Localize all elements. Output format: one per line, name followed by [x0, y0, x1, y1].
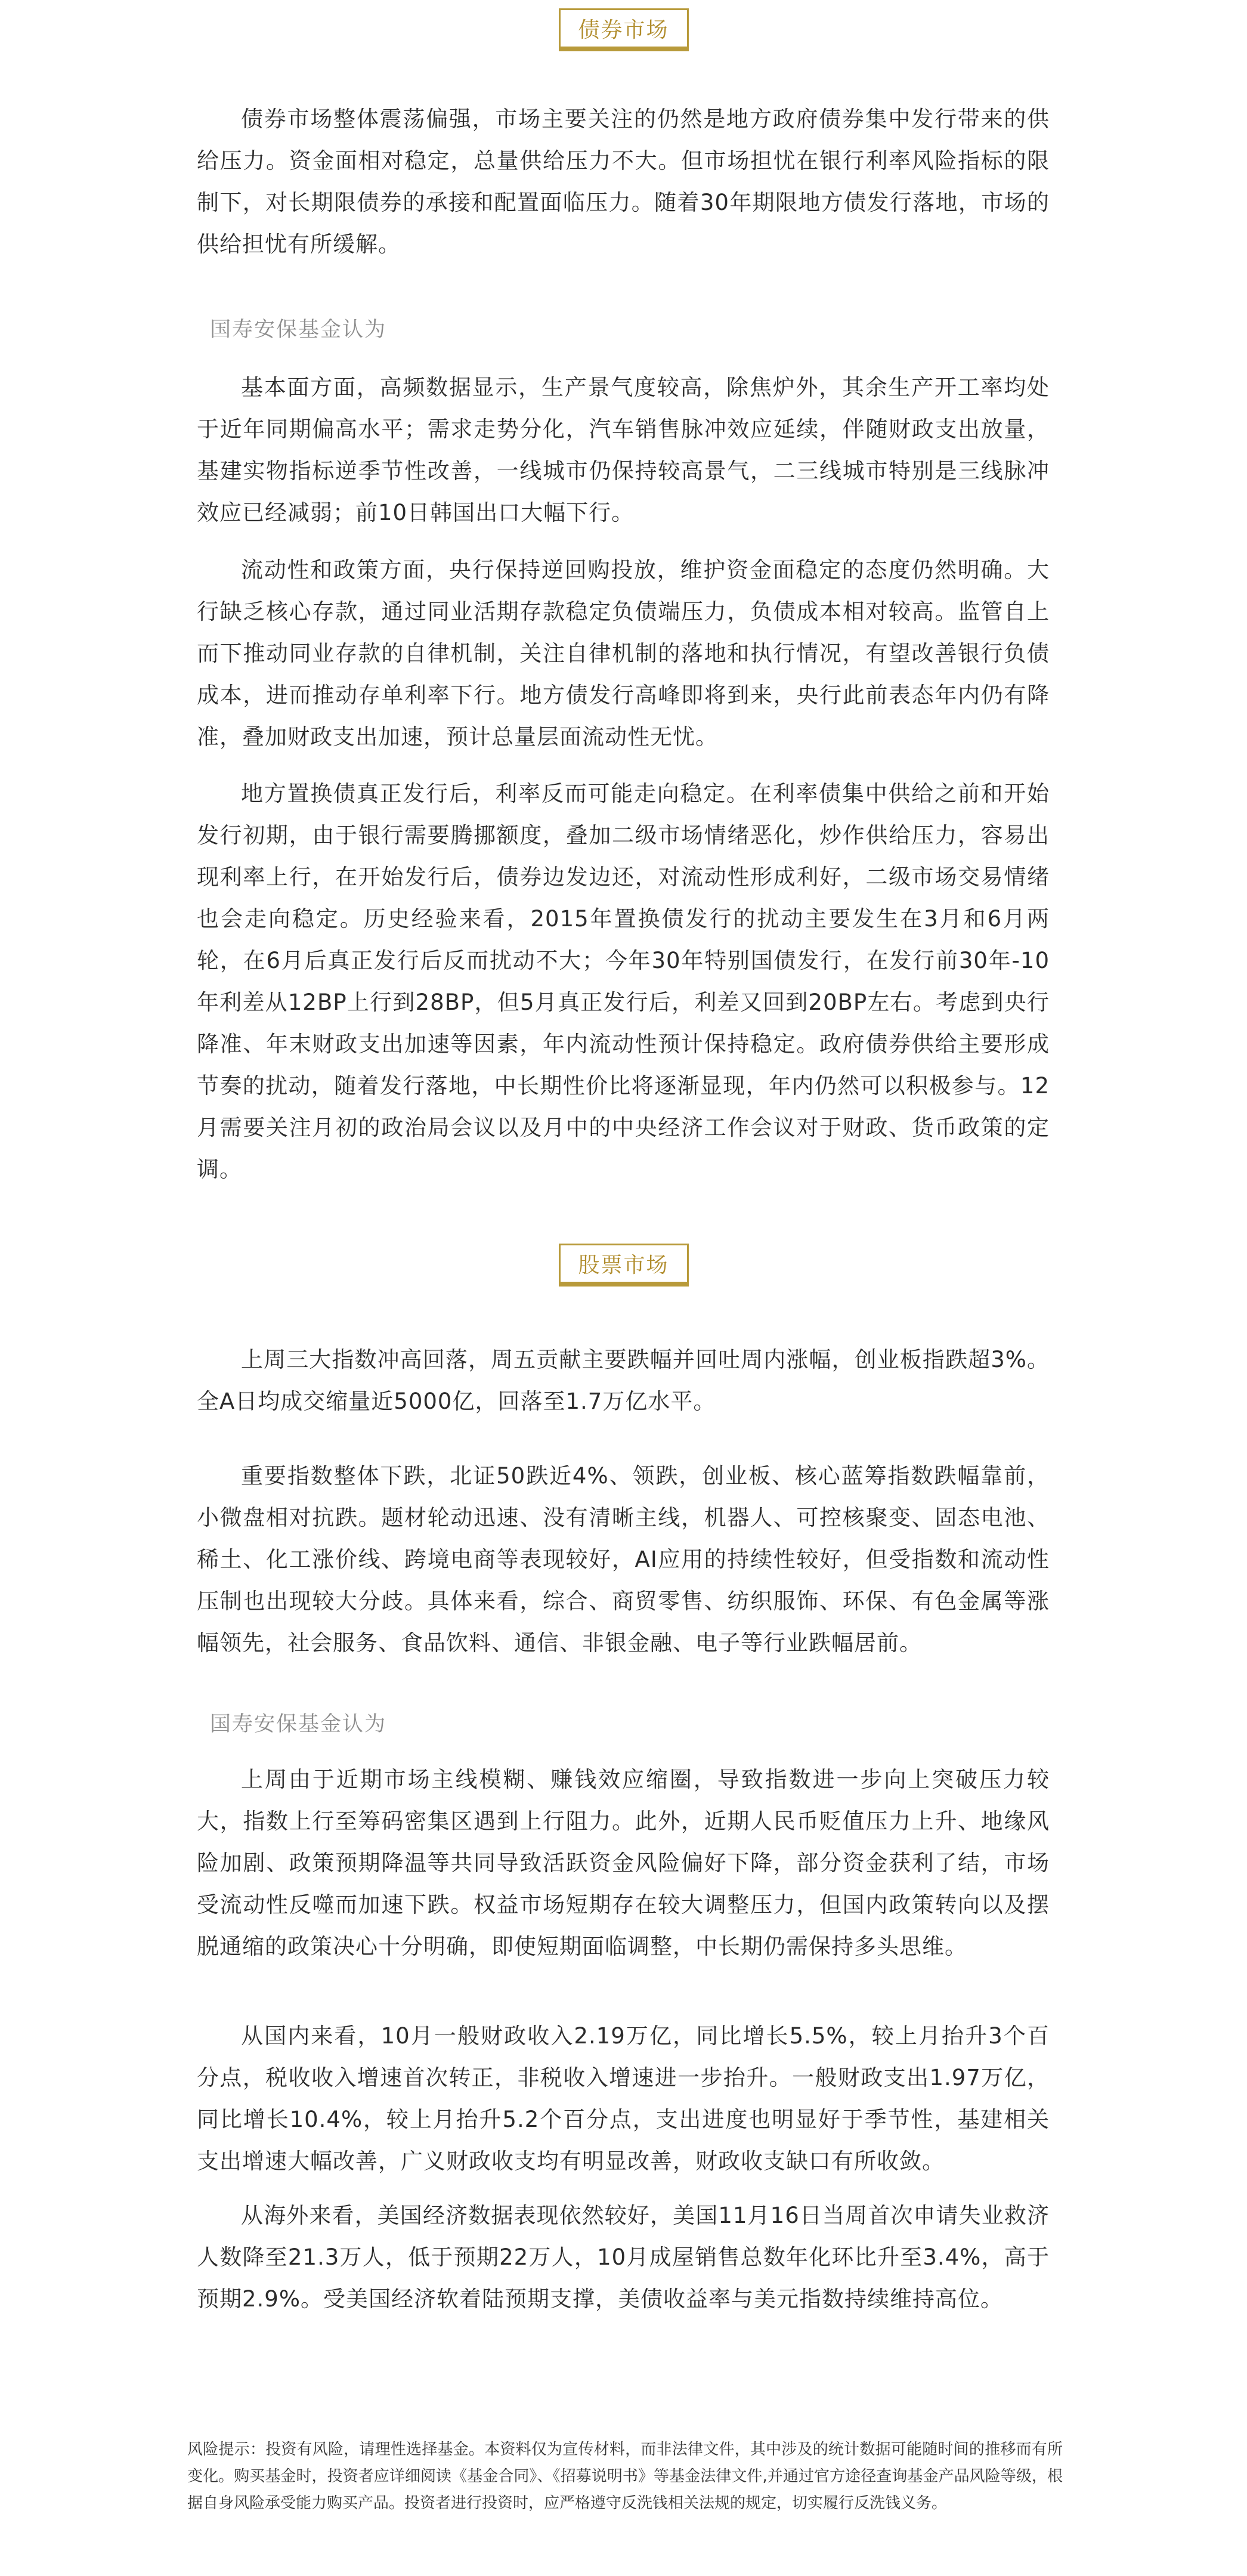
- bond-market-intro: 债券市场整体震荡偏强，市场主要关注的仍然是地方政府债券集中发行带来的供给压力。资金面相对稳定，总量供给压力不大。但市场担忧在银行利率风险指标的限制下，对长期限债券的承接和配置面临压力。随着30年期限地方债发行落地，市场的供给担忧有所缓解。: [197, 106, 1050, 257]
- stock-market-section-label: 股票市场: [558, 1244, 688, 1287]
- stock-index-performance-paragraph: 重要指数整体下跌，北证50跌近4%、领跌，创业板、核心蓝筹指数跌幅靠前，小微盘相对抗跌。题材轮动迅速、没有清晰主线，机器人、可控核聚变、固态电池、稀土、化工涨价线、跨境电商等表现较好，AI应用的持续性较好，但受指数和流动性压制也出现较大分歧。具体来看，综合、商贸零售、纺织服饰、环保、有色金属等涨幅领先，社会服务、食品饮料、通信、非银金融、电子等行业跌幅居前。: [197, 1463, 1050, 1656]
- stock-domestic-fiscal-paragraph: 从国内来看，10月一般财政收入2.19万亿，同比增长5.5%，较上月抬升3个百分点，税收收入增速首次转正，非税收入增速进一步抬升。一般财政支出1.97万亿，同比增长10.4%，较上月抬升5.2个百分点，支出进度也明显好于季节性，基建相关支出增速大幅改善，广义财政收支均有明显改善，财政收支缺口有所收敛。: [197, 2023, 1050, 2174]
- stock-market-summary: 上周三大指数冲高回落，周五贡献主要跌幅并回吐周内涨幅，创业板指跌超3%。全A日均成交缩量近5000亿，回落至1.7万亿水平。: [197, 1347, 1050, 1414]
- bond-replacement-debt-paragraph: 地方置换债真正发行后，利率反而可能走向稳定。在利率债集中供给之前和开始发行初期，由于银行需要腾挪额度，叠加二级市场情绪恶化，炒作供给压力，容易出现利率上行，在开始发行后，债券边发边还，对流动性形成利好，二级市场交易情绪也会走向稳定。历史经验来看，2015年置换债发行的扰动主要发生在3月和6月两轮，在6月后真正发行后反而扰动不大；今年30年特别国债发行，在发行前30年-10年利差从12BP上行到28BP，但5月真正发行后，利差又回到20BP左右。考虑到央行降准、年末财政支出加速等因素，年内流动性预计保持稳定。政府债券供给主要形成节奏的扰动，随着发行落地，中长期性价比将逐渐显现，年内仍然可以积极参与。12月需要关注月初的政治局会议以及月中的中央经济工作会议对于财政、货币政策的定调。: [197, 781, 1050, 1182]
- bond-market-section-label: 债券市场: [558, 8, 688, 51]
- bond-opinion-heading: 国寿安保基金认为: [210, 318, 387, 342]
- stock-overseas-paragraph: 从海外来看，美国经济数据表现依然较好，美国11月16日当周首次申请失业救济人数降至21.3万人，低于预期22万人，10月成屋销售总数年化环比升至3.4%，高于预期2.9%。受美国经济软着陆预期支撑，美债收益率与美元指数持续维持高位。: [197, 2203, 1050, 2312]
- bond-fundamentals-paragraph: 基本面方面，高频数据显示，生产景气度较高，除焦炉外，其余生产开工率均处于近年同期偏高水平；需求走势分化，汽车销售脉冲效应延续，伴随财政支出放量，基建实物指标逆季节性改善，一线城市仍保持较高景气，二三线城市特别是三线脉冲效应已经减弱；前10日韩国出口大幅下行。: [197, 375, 1050, 525]
- stock-outlook-paragraph: 上周由于近期市场主线模糊、赚钱效应缩圈，导致指数进一步向上突破压力较大，指数上行至筹码密集区遇到上行阻力。此外，近期人民币贬值压力上升、地缘风险加剧、政策预期降温等共同导致活跃资金风险偏好下降，部分资金获利了结，市场受流动性反噬而加速下跌。权益市场短期存在较大调整压力，但国内政策转向以及摆脱通缩的政策决心十分明确，即使短期面临调整，中长期仍需保持多头思维。: [197, 1767, 1050, 1959]
- risk-disclaimer: 风险提示：投资有风险，请理性选择基金。本资料仅为宣传材料，而非法律文件，其中涉及的统计数据可能随时间的推移而有所变化。购买基金时，投资者应详细阅读《基金合同》、《招募说明书》等基金法律文件,并通过官方途径查询基金产品风险等级，根据自身风险承受能力购买产品。投资者进行投资时，应严格遵守反洗钱相关法规的规定，切实履行反洗钱义务。: [187, 2441, 1063, 2512]
- bond-liquidity-policy-paragraph: 流动性和政策方面，央行保持逆回购投放，维护资金面稳定的态度仍然明确。大行缺乏核心存款，通过同业活期存款稳定负债端压力，负债成本相对较高。监管自上而下推动同业存款的自律机制，关注自律机制的落地和执行情况，有望改善银行负债成本，进而推动存单利率下行。地方债发行高峰即将到来，央行此前表态年内仍有降准，叠加财政支出加速，预计总量层面流动性无忧。: [197, 557, 1050, 750]
- stock-opinion-heading: 国寿安保基金认为: [210, 1712, 387, 1736]
